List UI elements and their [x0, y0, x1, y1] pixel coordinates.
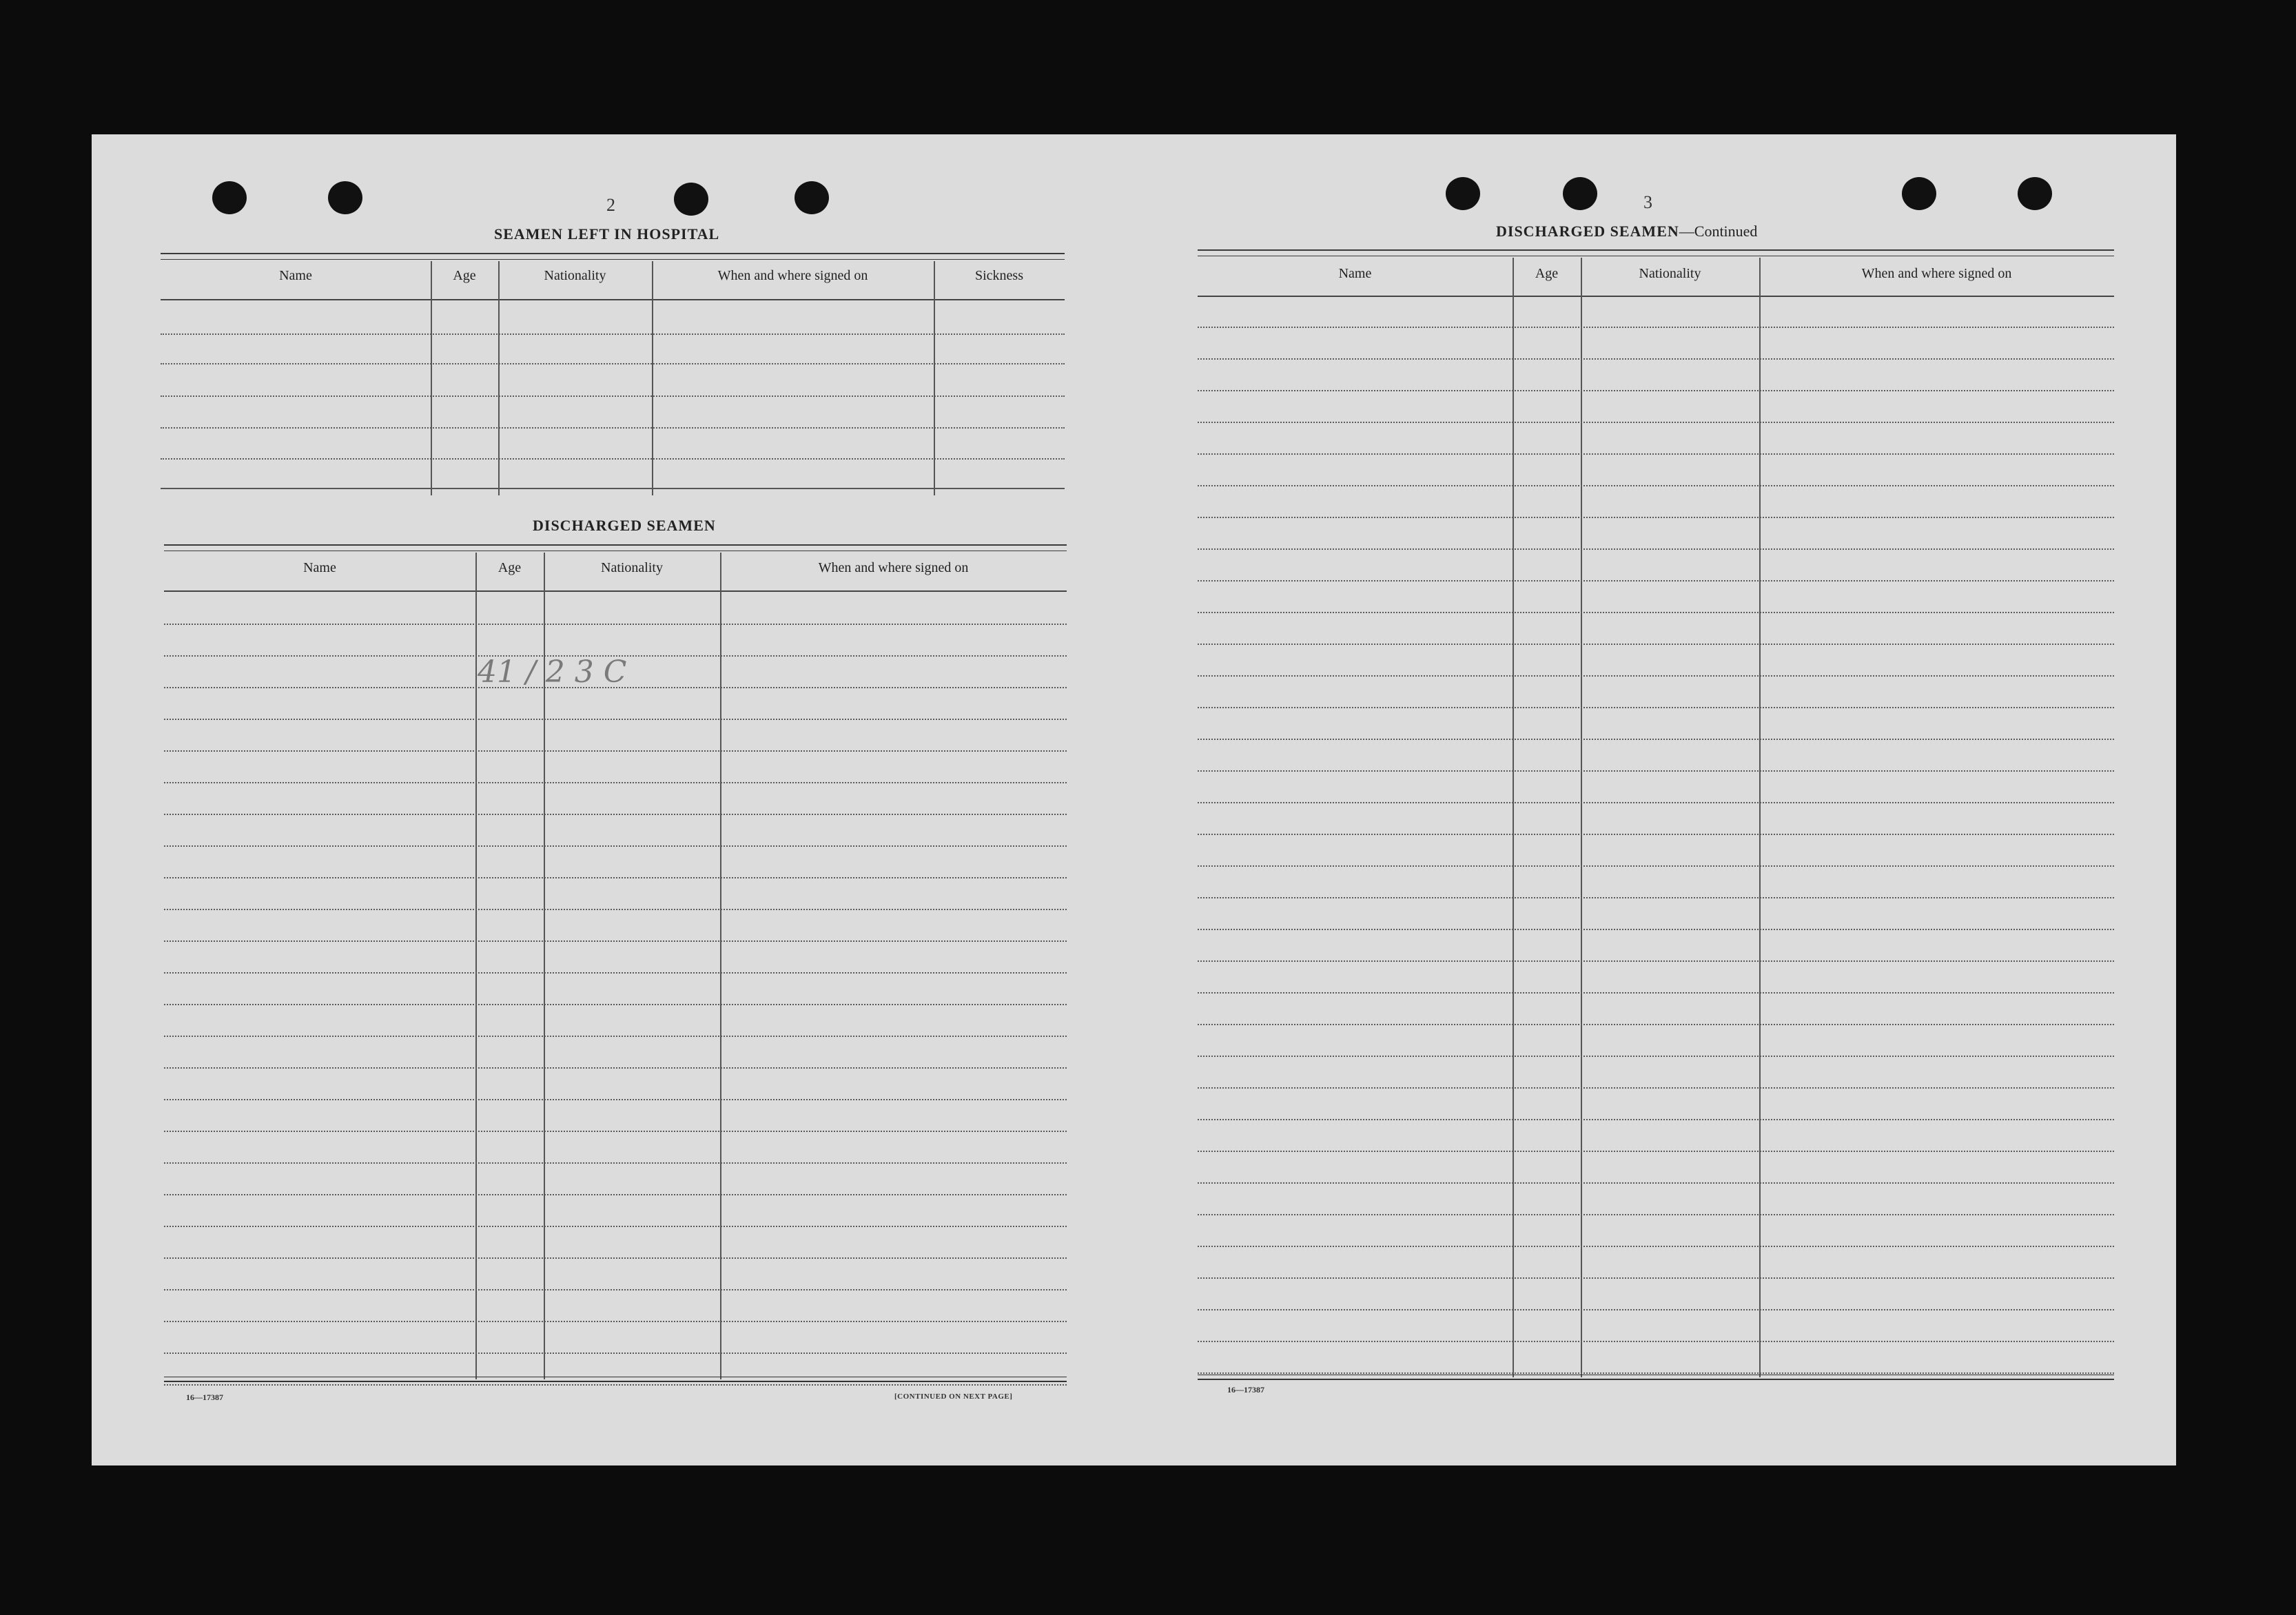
- column-header-signed-on: When and where signed on: [1861, 266, 2012, 281]
- column-header-nationality: Nationality: [601, 560, 663, 575]
- punch-hole: [674, 183, 708, 216]
- table-row-line: [164, 1226, 1067, 1227]
- table-row-line: [161, 488, 1065, 489]
- table-row-line: [1198, 897, 2114, 898]
- table-row-line: [1198, 517, 2114, 518]
- table-row-line: [161, 363, 1065, 364]
- table-row-line: [1198, 834, 2114, 835]
- table-row-line: [1198, 358, 2114, 360]
- table-row-line: [164, 940, 1067, 942]
- table-top-rule: [161, 253, 1065, 260]
- table-row-line: [161, 458, 1065, 460]
- table-bottom-rule: [1198, 1375, 2114, 1380]
- table-row-line: [164, 1131, 1067, 1132]
- pencil-notation: 41 / 2 3 C: [478, 655, 627, 690]
- column-header-name: Name: [303, 560, 336, 575]
- column-divider: [431, 261, 432, 495]
- punch-hole: [795, 181, 829, 214]
- table-row-line: [164, 624, 1067, 625]
- discharged-continued-title: [1496, 223, 1757, 240]
- table-row-line: [164, 845, 1067, 847]
- table-row-line: [161, 427, 1065, 429]
- column-divider: [1581, 258, 1582, 1377]
- table-row-line: [164, 1289, 1067, 1290]
- column-header-nationality: Nationality: [544, 268, 606, 283]
- table-row-line: [164, 1352, 1067, 1354]
- form-code: 16—17387: [186, 1392, 223, 1402]
- column-header-age: Age: [453, 268, 476, 283]
- punch-hole: [1563, 177, 1597, 210]
- table-row-line: [164, 877, 1067, 878]
- table-row-line: [164, 782, 1067, 783]
- column-divider: [934, 261, 935, 495]
- table-row-line: [164, 1036, 1067, 1037]
- table-top-rule: [1198, 249, 2114, 256]
- form-sheet: [92, 134, 2176, 1465]
- table-header-rule: [1198, 296, 2114, 297]
- table-row-line: [164, 1099, 1067, 1100]
- table-row-line: [164, 909, 1067, 910]
- table-row-line: [1198, 707, 2114, 708]
- table-row-line: [164, 1004, 1067, 1005]
- punch-hole: [212, 181, 247, 214]
- column-header-name: Name: [279, 268, 312, 283]
- section-title-text: DISCHARGED SEAMEN: [1496, 223, 1679, 240]
- table-row-line: [164, 1321, 1067, 1322]
- column-header-age: Age: [1535, 266, 1559, 281]
- table-row-line: [1198, 1341, 2114, 1342]
- table-row-line: [1198, 1182, 2114, 1184]
- table-bottom-rule: [164, 1377, 1067, 1382]
- table-row-line: [1198, 1087, 2114, 1089]
- table-row-line: [1198, 1056, 2114, 1057]
- table-row-line: [164, 719, 1067, 720]
- table-row-line: [161, 395, 1065, 397]
- column-divider: [720, 553, 721, 1379]
- column-header-signed-on: When and where signed on: [818, 560, 969, 575]
- table-row-line: [1198, 485, 2114, 486]
- discharged-continued-table: [1198, 249, 2114, 1379]
- table-row-line: [1198, 644, 2114, 645]
- table-row-line: [164, 1257, 1067, 1259]
- table-row-line: [164, 1194, 1067, 1195]
- column-divider: [475, 553, 477, 1379]
- continued-note: [CONTINUED ON NEXT PAGE]: [894, 1392, 1013, 1401]
- table-row-line: [1198, 802, 2114, 803]
- hospital-section-title: SEAMEN LEFT IN HOSPITAL: [494, 225, 720, 243]
- table-row-line: [1198, 1024, 2114, 1025]
- table-row-line: [1198, 929, 2114, 930]
- page-number: 2: [606, 195, 615, 215]
- discharged-section-title: DISCHARGED SEAMEN: [533, 517, 716, 534]
- form-code: 16—17387: [1227, 1385, 1264, 1395]
- column-divider: [1513, 258, 1514, 1377]
- table-row-line: [164, 1067, 1067, 1069]
- table-row-line: [1198, 1246, 2114, 1247]
- section-title-suffix: —Continued: [1679, 223, 1758, 240]
- punch-hole: [2018, 177, 2052, 210]
- table-row-line: [161, 333, 1065, 335]
- table-row-line: [1198, 612, 2114, 613]
- table-row-line: [164, 814, 1067, 815]
- table-row-line: [1198, 1214, 2114, 1215]
- punch-hole: [328, 181, 362, 214]
- column-header-nationality: Nationality: [1639, 266, 1701, 281]
- table-header-rule: [161, 299, 1065, 300]
- table-row-line: [1198, 1119, 2114, 1120]
- punch-hole: [1902, 177, 1936, 210]
- table-row-line: [1198, 675, 2114, 677]
- table-row-line: [1198, 960, 2114, 962]
- table-row-line: [1198, 548, 2114, 550]
- table-row-line: [164, 972, 1067, 974]
- column-divider: [1759, 258, 1761, 1377]
- table-header-rule: [164, 590, 1067, 592]
- column-header-age: Age: [498, 560, 522, 575]
- table-row-line: [1198, 1309, 2114, 1310]
- column-header-signed-on: When and where signed on: [717, 268, 868, 283]
- table-top-rule: [164, 544, 1067, 551]
- table-row-line: [1198, 1372, 2114, 1374]
- hospital-table: [161, 253, 1065, 497]
- table-row-line: [1198, 865, 2114, 867]
- table-row-line: [1198, 770, 2114, 772]
- column-divider: [498, 261, 500, 495]
- column-header-name: Name: [1338, 266, 1372, 281]
- page-number: 3: [1643, 192, 1652, 212]
- table-row-line: [1198, 422, 2114, 423]
- table-row-line: [164, 1162, 1067, 1164]
- table-row-line: [1198, 580, 2114, 582]
- column-header-sickness: Sickness: [975, 268, 1023, 283]
- table-row-line: [1198, 453, 2114, 455]
- table-row-line: [1198, 1151, 2114, 1152]
- table-row-line: [1198, 327, 2114, 328]
- column-divider: [652, 261, 653, 495]
- table-row-line: [164, 750, 1067, 752]
- table-row-line: [164, 1384, 1067, 1386]
- table-row-line: [1198, 739, 2114, 740]
- table-row-line: [1198, 390, 2114, 391]
- table-row-line: [1198, 1277, 2114, 1279]
- punch-hole: [1446, 177, 1480, 210]
- table-row-line: [1198, 992, 2114, 994]
